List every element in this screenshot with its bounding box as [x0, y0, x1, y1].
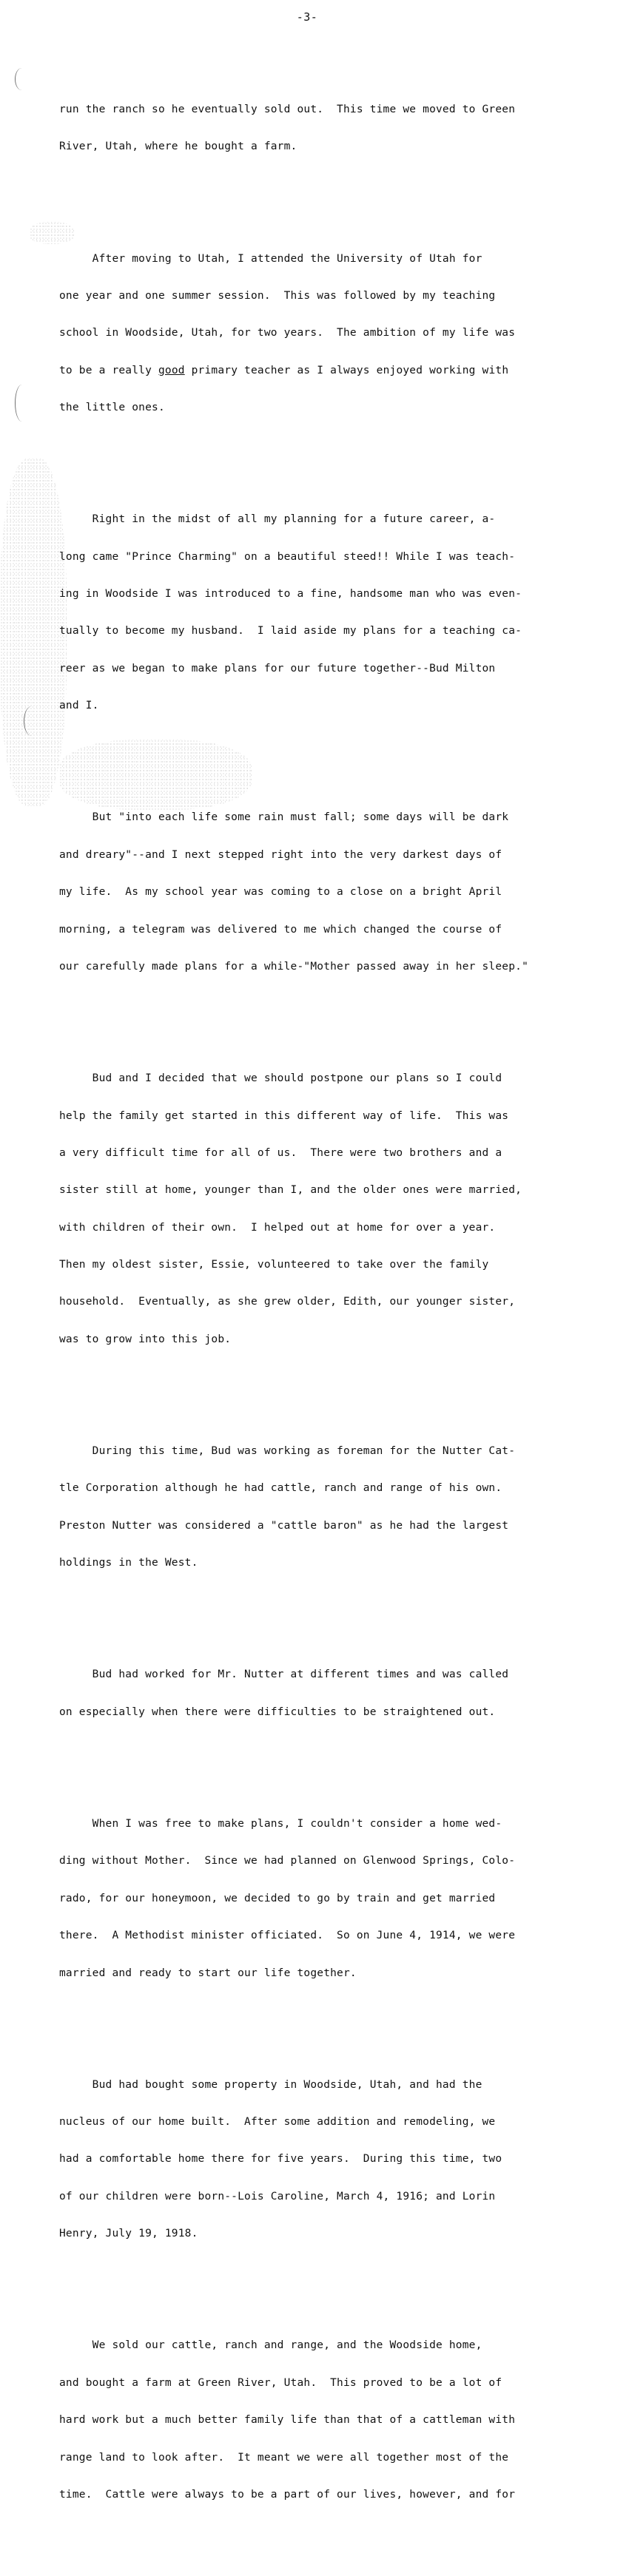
margin-mark-bottom [24, 706, 39, 736]
paragraph-10 [59, 2315, 592, 2526]
text-line: household. Eventually, as she grew older, Edith, our younger sister, [59, 1296, 516, 1308]
text-line: and dreary"--and I next stepped right into the very darkest days of [59, 848, 502, 861]
margin-mark-top [15, 68, 29, 90]
text-line: time. Cattle were always to be a part of our lives, however, and for [59, 2488, 516, 2501]
paragraph-9 [59, 2054, 592, 2265]
text-line: reer as we began to make plans for our future together--Bud Milton [59, 662, 496, 675]
text-line: hard work but a much better family life than that of a cattleman with [59, 2414, 516, 2427]
text-line: run the ranch so he eventually sold out. This time we moved to Green [59, 103, 516, 115]
text-line: ding without Mother. Since we had planned on Glenwood Springs, Colo- [59, 1855, 516, 1867]
underlined-word: good [158, 364, 185, 376]
text-line: holdings in the West. [59, 1557, 198, 1569]
text-line: morning, a telegram was delivered to me which changed the course of [59, 923, 502, 936]
text-line: Bud and I decided that we should postpone our plans so I could [59, 1072, 502, 1085]
text-line: range land to look after. It meant we were all together most of the [59, 2451, 509, 2464]
text-line: long came "Prince Charming" on a beautiful steed!! While I was teach- [59, 550, 516, 563]
page-number: -3- [296, 10, 318, 24]
paragraph-4 [59, 787, 592, 998]
text-line: But "into each life some rain must fall; some days will be dark [59, 811, 509, 824]
text-line: When I was free to make plans, I couldn't consider a home wed- [59, 1817, 502, 1830]
text-line: help the family get started in this different way of life. This was [59, 1109, 509, 1122]
text-line: After moving to Utah, I attended the University of Utah for [59, 252, 482, 265]
text-line: Bud had bought some property in Woodside, Utah, and had the [59, 2078, 482, 2091]
text-line: During this time, Bud was working as foreman for the Nutter Cat- [59, 1445, 516, 1458]
text-line: a very difficult time for all of us. There were two brothers and a [59, 1146, 502, 1159]
text-line: of our children were born--Lois Caroline, March 4, 1916; and Lorin [59, 2190, 496, 2203]
text-line: and I. [59, 700, 99, 712]
paragraph-1 [59, 78, 592, 178]
text-line: my life. As my school year was coming to a close on a bright April [59, 886, 502, 899]
body-text [59, 41, 592, 2576]
text-line: one year and one summer session. This was followed by my teaching [59, 289, 496, 302]
text-line: had a comfortable home there for five years. During this time, two [59, 2153, 502, 2166]
text-line: ing in Woodside I was introduced to a fine, handsome man who was even- [59, 588, 522, 601]
text-line: with children of their own. I helped out at home for over a year. [59, 1221, 496, 1234]
paragraph-8 [59, 1793, 592, 2004]
text-line: tle Corporation although he had cattle, ranch and range of his own. [59, 1482, 502, 1495]
paragraph-2 [59, 228, 592, 439]
text-line: rado, for our honeymoon, we decided to go by train and get married [59, 1892, 496, 1904]
text-line: River, Utah, where he bought a farm. [59, 141, 297, 153]
text-line: tually to become my husband. I laid aside my plans for a teaching ca- [59, 625, 522, 638]
paragraph-5 [59, 1048, 592, 1371]
text-line: to be a really good primary teacher as I always enjoyed working with [59, 364, 509, 376]
text-line: Henry, July 19, 1918. [59, 2228, 198, 2240]
text-line: Preston Nutter was considered a "cattle baron" as he had the largest [59, 1519, 509, 1532]
text-line: on especially when there were difficulties to be straightened out. [59, 1705, 496, 1718]
text-line: school in Woodside, Utah, for two years. The ambition of my life was [59, 327, 516, 339]
text-line: Bud had worked for Mr. Nutter at different times and was called [59, 1669, 509, 1681]
margin-mark-middle [15, 385, 29, 422]
text-line: We sold our cattle, ranch and range, and the Woodside home, [59, 2339, 482, 2352]
text-line: married and ready to start our life together. [59, 1967, 357, 1979]
scan-speckle-left-lower [0, 459, 67, 806]
text-line: our carefully made plans for a while-"Mother passed away in her sleep." [59, 960, 529, 973]
text-line: Then my oldest sister, Essie, volunteered to take over the family [59, 1259, 489, 1271]
paragraph-7 [59, 1644, 592, 1743]
text-line: nucleus of our home built. After some addition and remodeling, we [59, 2116, 496, 2129]
paragraph-3 [59, 489, 592, 737]
text-line: was to grow into this job. [59, 1333, 232, 1345]
text-line: there. A Methodist minister officiated. So on June 4, 1914, we were [59, 1930, 516, 1942]
text-line: sister still at home, younger than I, and the older ones were married, [59, 1184, 522, 1197]
text-line: and bought a farm at Green River, Utah. This proved to be a lot of [59, 2376, 502, 2389]
text-line: the little ones. [59, 402, 165, 414]
paragraph-6 [59, 1420, 592, 1594]
text-line: Right in the midst of all my planning for a future career, a- [59, 513, 496, 526]
